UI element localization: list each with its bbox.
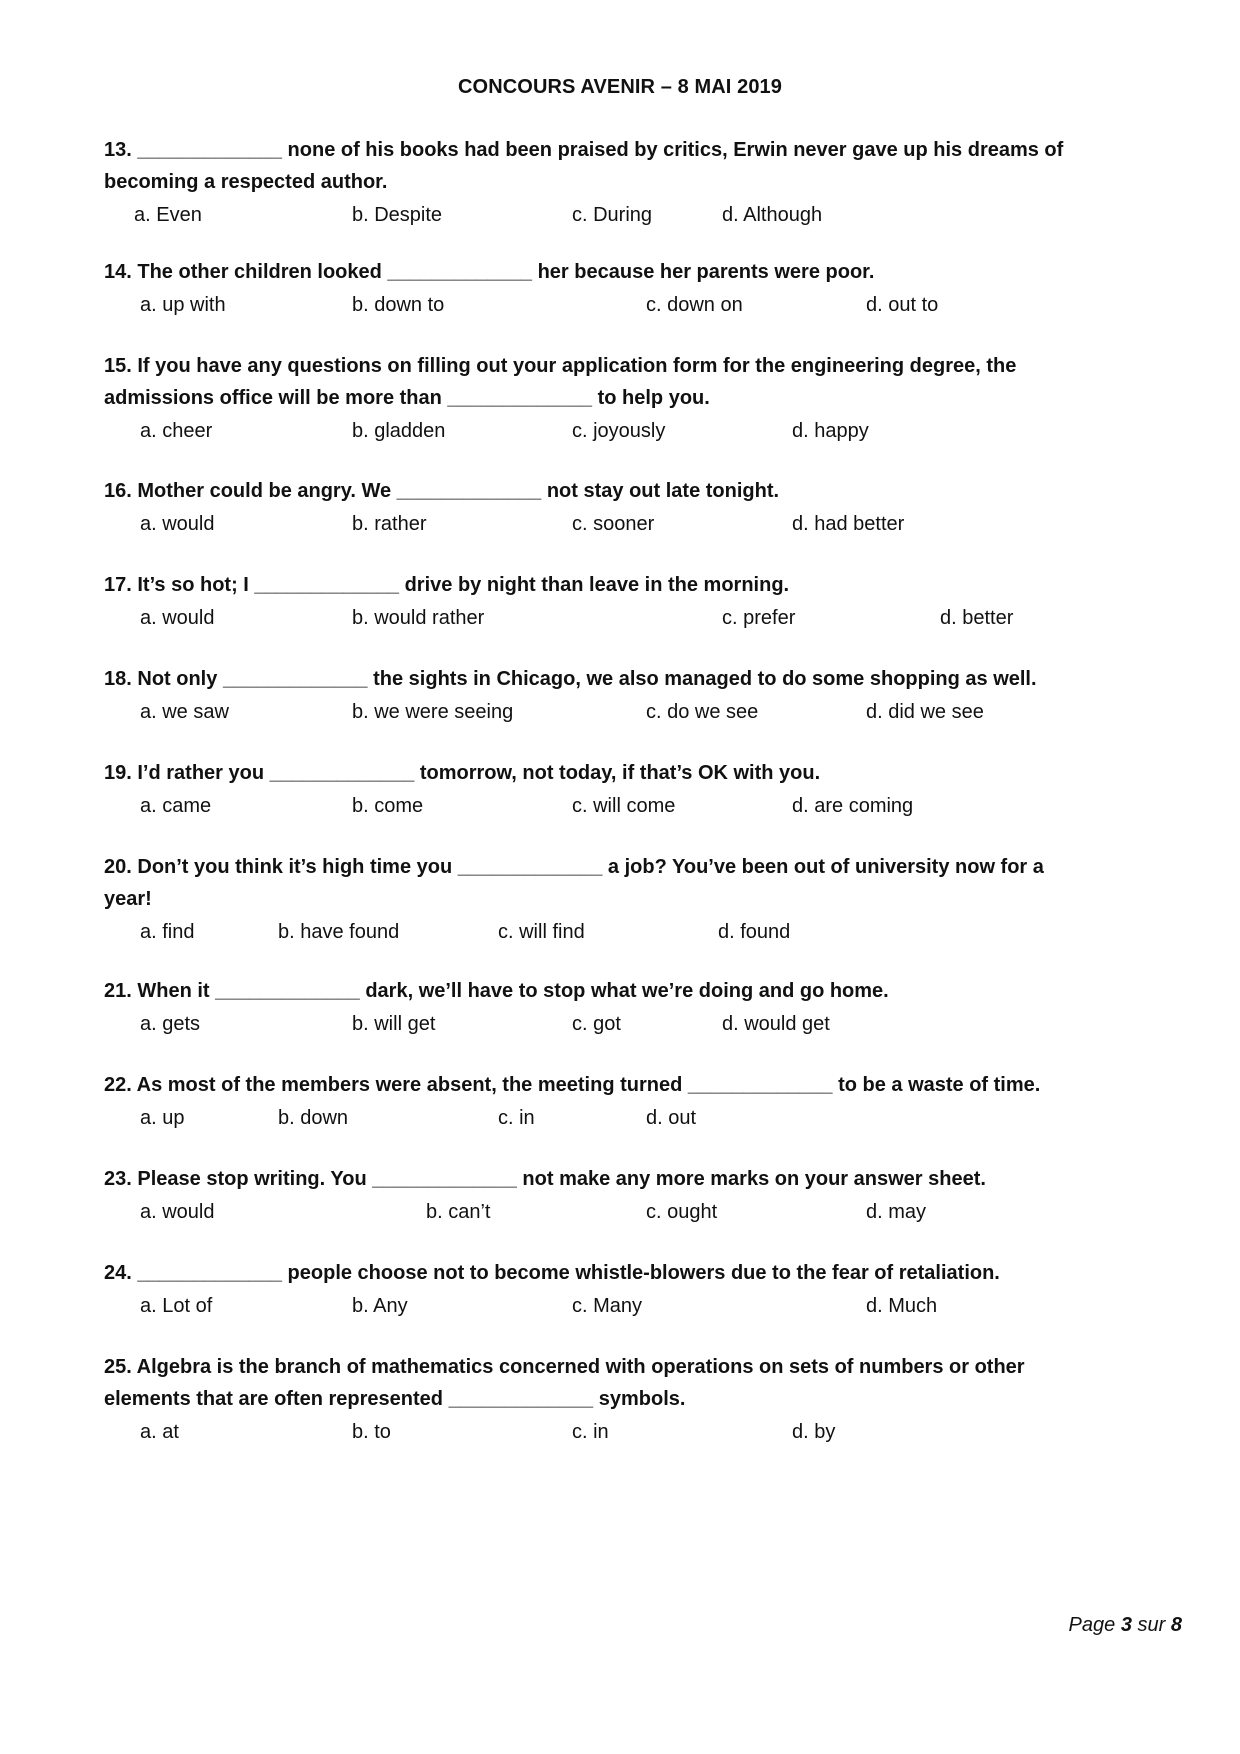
option-b[interactable]: b. down to [352,294,445,316]
page-number: Page 3 sur 8 [1068,1614,1182,1636]
question-stem [104,1163,1164,1195]
option-a[interactable]: a. cheer [140,420,213,442]
question-21 [104,975,1164,1039]
answer-blank: _____________ [448,1388,594,1410]
question-stem [104,1069,1164,1101]
question-text-line2: elements that are often represented _____________ symbols. [104,1388,686,1410]
question-number: 14. [104,261,132,283]
question-stem [104,256,1164,288]
answer-options [104,917,1164,947]
option-d[interactable]: d. better [940,607,1014,629]
question-text: If you have any questions on filling out your application form for the engineering degree, the [137,355,1017,377]
question-text: drive by night than leave in the morning. [404,574,790,596]
option-a[interactable]: a. Lot of [140,1295,213,1317]
option-a[interactable]: a. would [140,513,215,535]
question-text-line2: becoming a respected author. [104,171,388,193]
option-b[interactable]: b. Despite [352,204,443,226]
answer-options [104,200,1164,230]
answer-options [104,416,1164,446]
question-text: her because her parents were poor. [537,261,875,283]
option-c[interactable]: c. in [498,1107,535,1129]
option-a[interactable]: a. at [140,1421,179,1443]
question-number: 15. [104,355,132,377]
option-d[interactable]: d. Much [866,1295,938,1317]
question-text: Mother could be angry. We [137,480,392,502]
question-stem [104,475,1164,507]
answer-blank: _____________ [222,668,368,690]
option-c[interactable]: c. in [572,1421,609,1443]
question-19 [104,757,1164,821]
option-b[interactable]: b. would rather [352,607,485,629]
option-c[interactable]: c. down on [646,294,743,316]
question-stem [104,134,1164,166]
answer-blank: _____________ [457,856,603,878]
question-text: people choose not to become whistle-blowers due to the fear of retaliation. [287,1262,1000,1284]
option-d[interactable]: d. would get [722,1013,830,1035]
option-a[interactable]: a. would [140,607,215,629]
question-text: the sights in Chicago, we also managed to do some shopping as well. [373,668,1037,690]
option-b[interactable]: b. down [278,1107,349,1129]
question-stem [104,663,1164,695]
question-number: 21. [104,980,132,1002]
question-text: Not only [137,668,218,690]
answer-options [104,603,1164,633]
option-c[interactable]: c. During [572,204,653,226]
option-b[interactable]: b. will get [352,1013,436,1035]
question-number: 19. [104,762,132,784]
question-stem [104,1351,1164,1383]
option-b[interactable]: b. gladden [352,420,446,442]
question-number: 13. [104,139,132,161]
option-d[interactable]: d. happy [792,420,869,442]
option-b[interactable]: b. Any [352,1295,408,1317]
answer-blank: _____________ [269,762,415,784]
question-text: When it [137,980,210,1002]
question-text: Don’t you think it’s high time you [137,856,453,878]
option-c[interactable]: c. will find [498,921,585,943]
answer-blank: _____________ [137,1262,282,1284]
question-text: a job? You’ve been out of university now for a [607,856,1044,878]
question-number: 17. [104,574,132,596]
option-b[interactable]: b. we were seeing [352,701,514,723]
question-25 [104,1351,1164,1447]
question-text: dark, we’ll have to stop what we’re doing and go home. [365,980,889,1002]
answer-blank: _____________ [215,980,360,1002]
question-14 [104,256,1164,320]
option-a[interactable]: a. Even [134,204,202,226]
answer-options [104,290,1164,320]
answer-options [104,1417,1164,1447]
question-number: 18. [104,668,132,690]
option-c[interactable]: c. joyously [572,420,666,442]
option-b[interactable]: b. come [352,795,424,817]
answer-blank: _____________ [687,1074,833,1096]
question-text: The other children looked [137,261,382,283]
option-a[interactable]: a. gets [140,1013,201,1035]
question-24 [104,1257,1164,1321]
question-text: I’d rather you [137,762,265,784]
question-16 [104,475,1164,539]
answer-blank: _____________ [447,387,593,409]
question-number: 25. [104,1356,132,1378]
page-header-title: CONCOURS AVENIR – 8 MAI 2019 [458,76,782,98]
question-number: 23. [104,1168,132,1190]
option-b[interactable]: b. can’t [426,1201,491,1223]
option-c[interactable]: c. ought [646,1201,718,1223]
question-number: 20. [104,856,132,878]
answer-options [104,1291,1164,1321]
answer-options [104,1009,1164,1039]
question-number: 24. [104,1262,132,1284]
question-22 [104,1069,1164,1133]
option-d[interactable]: d. out [646,1107,697,1129]
question-13 [104,134,1164,230]
question-text: not stay out late tonight. [546,480,780,502]
option-b[interactable]: b. rather [352,513,427,535]
question-15 [104,350,1164,446]
question-text: tomorrow, not today, if that’s OK with you. [419,762,821,784]
option-a[interactable]: a. find [140,921,195,943]
option-d[interactable]: d. had better [792,513,905,535]
option-c[interactable]: c. prefer [722,607,796,629]
option-d[interactable]: d. may [866,1201,927,1223]
question-20 [104,851,1164,947]
answer-blank: _____________ [254,574,400,596]
option-a[interactable]: a. up [140,1107,185,1129]
option-d[interactable]: d. out to [866,294,939,316]
question-text: It’s so hot; I [137,574,249,596]
option-d[interactable]: d. are coming [792,795,914,817]
answer-blank: _____________ [137,139,282,161]
question-stem [104,757,1164,789]
option-d[interactable]: d. found [718,921,791,943]
answer-blank: _____________ [396,480,542,502]
option-a[interactable]: a. we saw [140,701,229,723]
option-a[interactable]: a. up with [140,294,226,316]
question-stem [104,1257,1164,1289]
question-18 [104,663,1164,727]
question-text-line2: admissions office will be more than _____________ to help you. [104,387,710,409]
question-text-line2: year! [104,888,152,910]
option-a[interactable]: a. would [140,1201,215,1223]
answer-blank: _____________ [387,261,533,283]
option-c[interactable]: c. do we see [646,701,759,723]
question-text: not make any more marks on your answer sheet. [522,1168,986,1190]
option-a[interactable]: a. came [140,795,212,817]
question-stem [104,569,1164,601]
answer-options [104,509,1164,539]
option-b[interactable]: b. have found [278,921,400,943]
option-c[interactable]: c. Many [572,1295,643,1317]
option-d[interactable]: d. by [792,1421,836,1443]
answer-options [104,1197,1164,1227]
answer-options [104,1103,1164,1133]
option-d[interactable]: d. did we see [866,701,984,723]
option-d[interactable]: d. Although [722,204,823,226]
question-23 [104,1163,1164,1227]
option-c[interactable]: c. will come [572,795,676,817]
question-text: Please stop writing. You [137,1168,367,1190]
question-17 [104,569,1164,633]
question-stem [104,975,1164,1007]
question-number: 22. [104,1074,132,1096]
option-c[interactable]: c. got [572,1013,621,1035]
question-stem [104,350,1164,382]
answer-blank: _____________ [372,1168,517,1190]
answer-options [104,697,1164,727]
option-c[interactable]: c. sooner [572,513,655,535]
question-text: Algebra is the branch of mathematics concerned with operations on sets of numbers or other [136,1356,1025,1378]
question-text: to be a waste of time. [838,1074,1041,1096]
option-b[interactable]: b. to [352,1421,391,1443]
answer-options [104,791,1164,821]
question-stem [104,851,1164,883]
question-text: none of his books had been praised by critics, Erwin never gave up his dreams of [287,139,1064,161]
question-number: 16. [104,480,132,502]
question-text: As most of the members were absent, the meeting turned [136,1074,683,1096]
